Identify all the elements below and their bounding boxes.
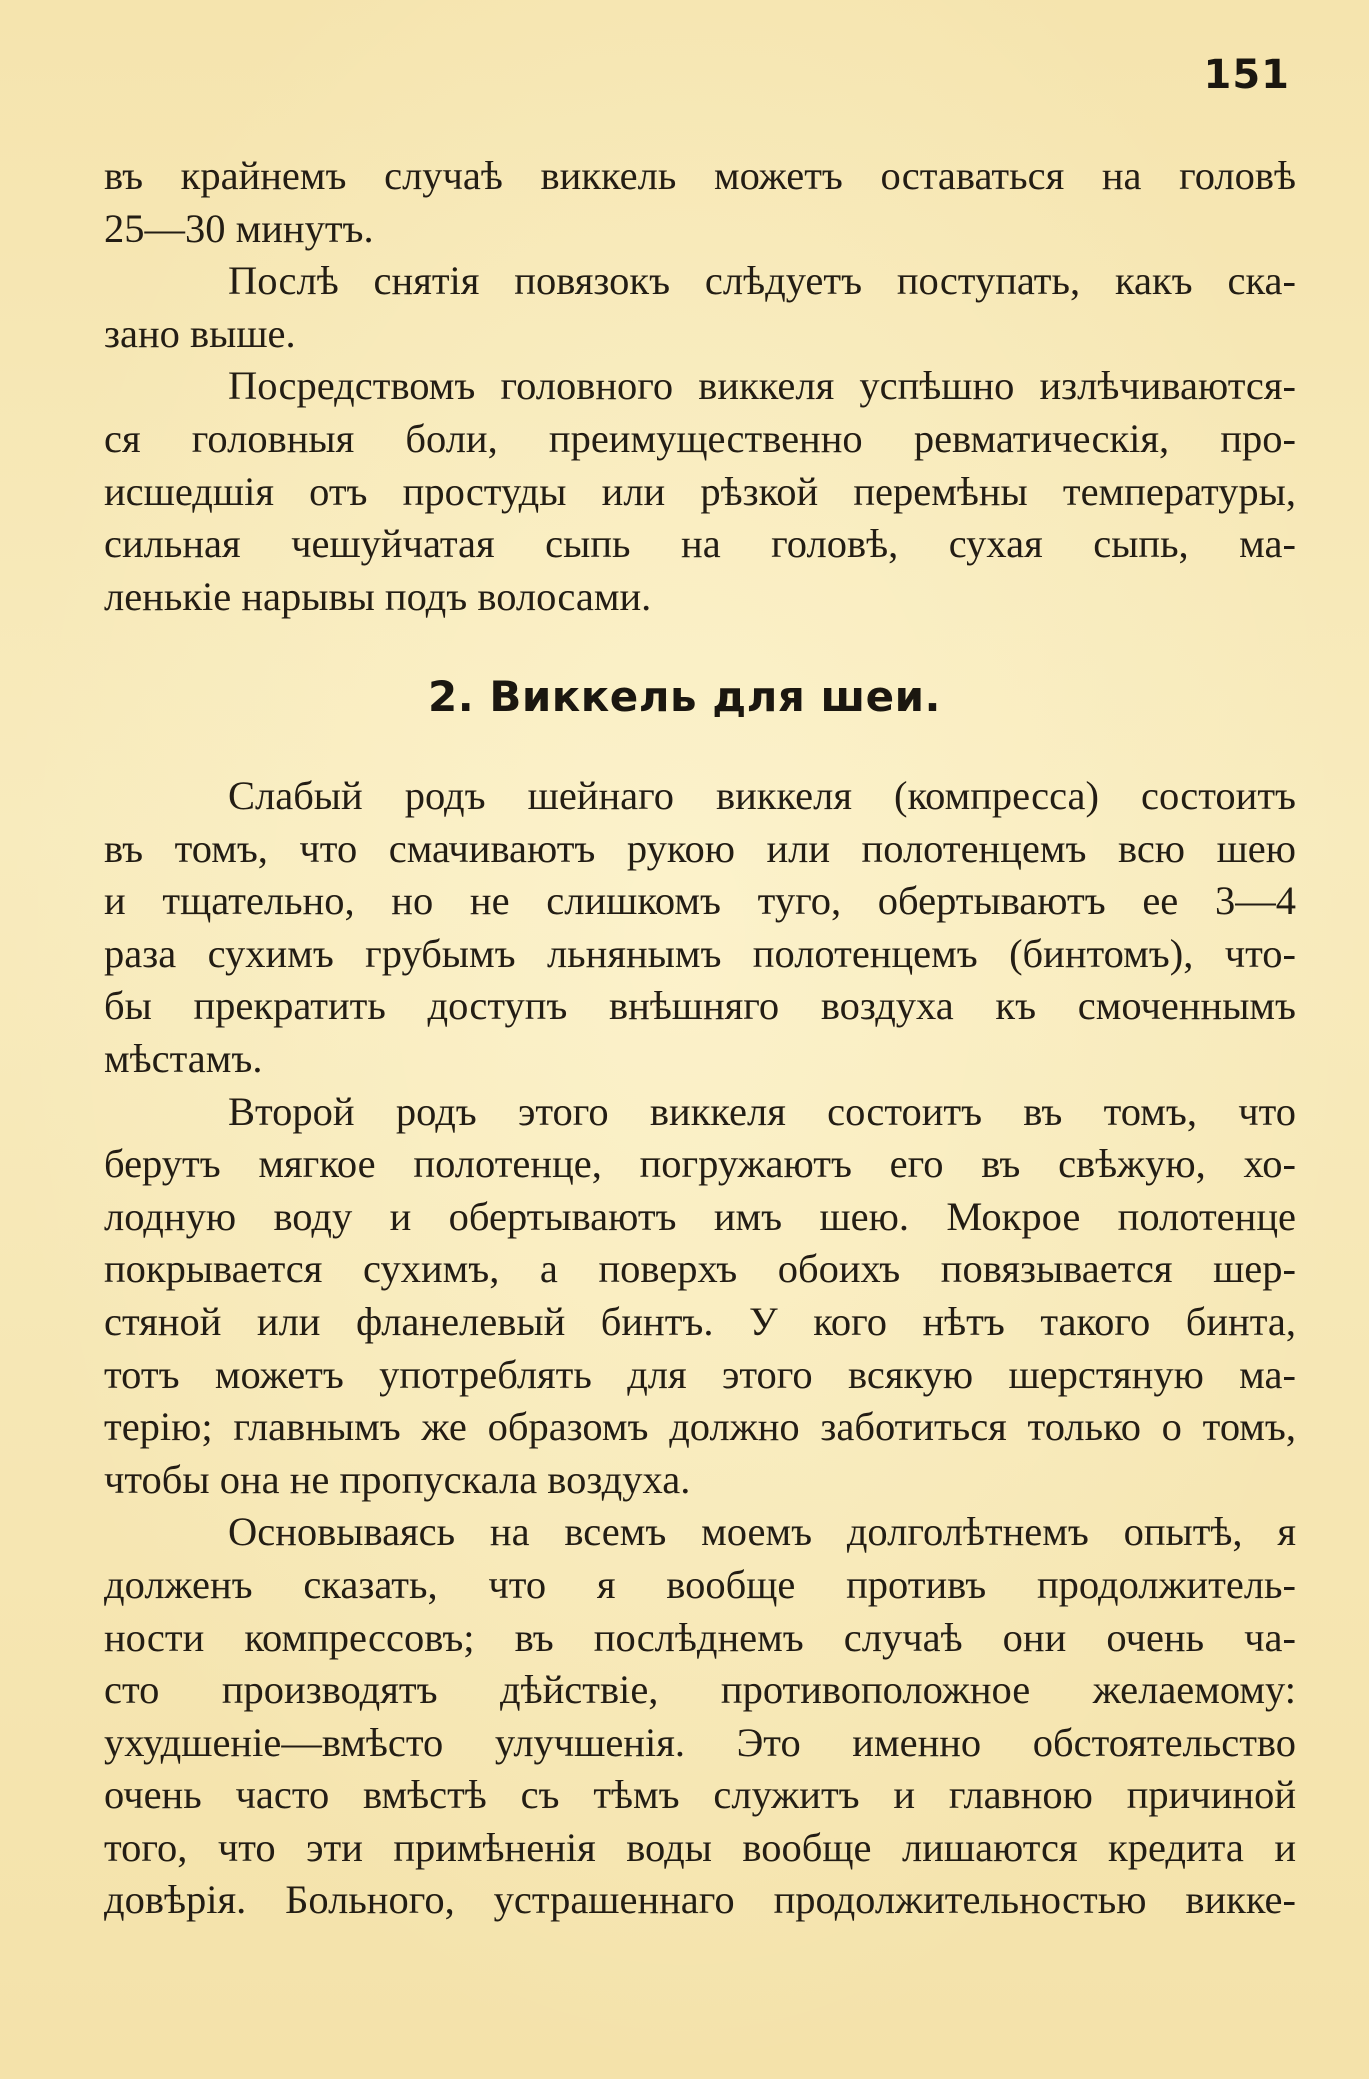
text-line: въ томъ, что смачиваютъ рукою или полотенцемъ всю шею [104, 825, 1296, 871]
top-text-block [104, 150, 1296, 623]
text-line: ся головныя боли, преимущественно ревматическія, про- [104, 415, 1296, 461]
text-line: Посредствомъ головного виккеля успѣшно излѣчиваются- [228, 363, 1296, 409]
text-line: долженъ сказать, что я вообще противъ продолжитель- [104, 1561, 1296, 1607]
text-line: Второй родъ этого виккеля состоитъ въ томъ, что [228, 1088, 1296, 1134]
text-line: терію; главнымъ же образомъ должно заботиться только о томъ, [104, 1404, 1296, 1450]
text-line: стяной или фланелевый бинтъ. У кого нѣтъ такого бинта, [104, 1298, 1296, 1344]
page-number: 151 [1203, 52, 1290, 98]
text-line: чтобы она не пропускала воздуха. [104, 1456, 691, 1502]
text-line: берутъ мягкое полотенце, погружаютъ его въ свѣжую, хо- [104, 1141, 1296, 1187]
text-line: бы прекратить доступъ внѣшняго воздуха къ смоченнымъ [104, 983, 1296, 1029]
text-line: лодную воду и обертываютъ имъ шею. Мокрое полотенце [104, 1193, 1296, 1239]
paragraph [104, 1506, 1296, 1927]
text-line: покрывается сухимъ, а поверхъ обоихъ повязывается шер- [104, 1246, 1296, 1292]
text-line: Слабый родъ шейнаго виккеля (компресса) состоитъ [228, 773, 1296, 818]
paragraph [104, 770, 1296, 1086]
paragraph [104, 150, 1296, 255]
text-line: Послѣ снятія повязокъ слѣдуетъ поступать, какъ ска- [228, 258, 1296, 304]
section-heading: 2. Виккель для шеи. [428, 672, 941, 721]
text-line: Основываясь на всемъ моемъ долголѣтнемъ опытѣ, я [228, 1509, 1296, 1555]
text-line: ленькіе нарывы подъ волосами. [104, 573, 652, 619]
text-line: тотъ можетъ употреблять для этого всякую шерстяную ма- [104, 1351, 1296, 1397]
text-line: исшедшія отъ простуды или рѣзкой перемѣны температуры, [104, 468, 1296, 514]
text-line: мѣстамъ. [104, 1035, 263, 1081]
text-line: и тщательно, но не слишкомъ туго, обертываютъ ее 3—4 [104, 878, 1296, 924]
text-line: ухудшеніе—вмѣсто улучшенія. Это именно обстоятельство [104, 1719, 1296, 1765]
text-line: 25—30 минутъ. [104, 205, 374, 251]
text-line: сильная чешуйчатая сыпь на головѣ, сухая сыпь, ма- [104, 521, 1296, 567]
paragraph [104, 1086, 1296, 1507]
text-line: зано выше. [104, 310, 296, 356]
paragraph [104, 255, 1296, 360]
text-line: довѣрія. Больного, устрашеннаго продолжительностью викке- [104, 1877, 1296, 1923]
paragraph [104, 360, 1296, 623]
text-line: раза сухимъ грубымъ льнянымъ полотенцемъ (бинтомъ), что- [104, 930, 1296, 976]
text-line: въ крайнемъ случаѣ виккель можетъ оставаться на головѣ [104, 153, 1296, 198]
text-line: ности компрессовъ; въ послѣднемъ случаѣ они очень ча- [104, 1614, 1296, 1660]
text-line: сто производятъ дѣйствіе, противоположное желаемому: [104, 1667, 1296, 1713]
text-line: того, что эти примѣненія воды вообще лишаются кредита и [104, 1824, 1296, 1870]
bottom-text-block [104, 770, 1296, 1927]
text-line: очень часто вмѣстѣ съ тѣмъ служитъ и главною причиной [104, 1772, 1296, 1818]
